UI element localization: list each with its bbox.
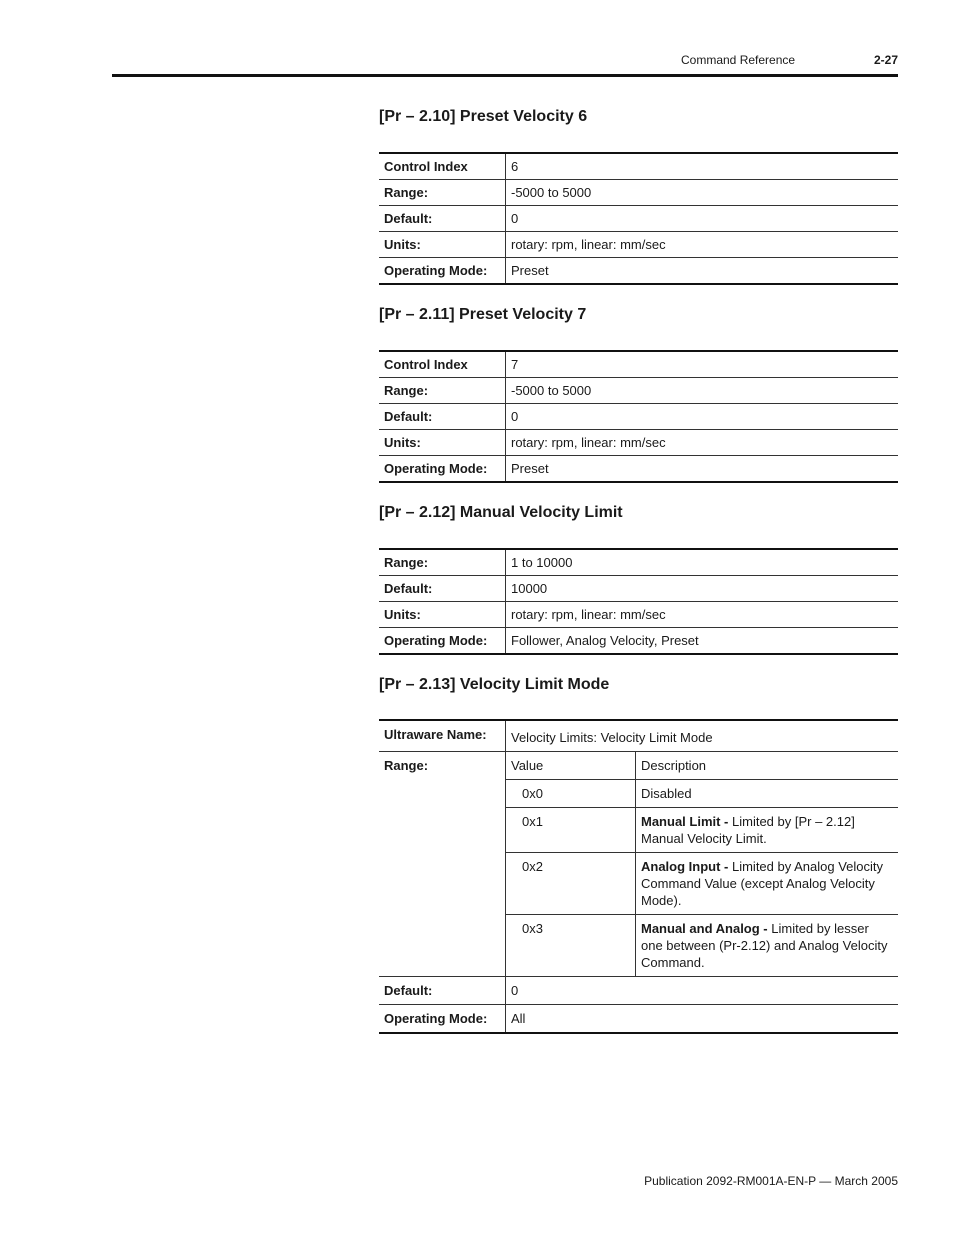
table-row (379, 404, 898, 430)
row-label: Range: (379, 378, 506, 404)
section-title-velocity-limit-mode: [Pr – 2.13] Velocity Limit Mode (379, 676, 610, 693)
table-row (379, 378, 898, 404)
row-label: Operating Mode: (379, 258, 506, 285)
page-number: 2-27 (873, 53, 898, 67)
table-row (379, 1005, 898, 1034)
operating-mode-value: All (511, 1011, 526, 1026)
table-row (379, 232, 898, 258)
table-row (379, 153, 898, 180)
row-label: Control Index (379, 153, 506, 180)
option-value: 0x2 (506, 853, 636, 915)
option-value: 0x3 (506, 915, 636, 977)
option-description (636, 915, 899, 977)
option-title: Manual Limit - (641, 814, 729, 829)
param-table-velocity-limit-mode (379, 719, 898, 1034)
table-row (379, 180, 898, 206)
ultraware-label: Ultraware Name: (379, 720, 506, 752)
option-text: Limited by [Pr – 2.12] Manual Velocity Limit. (641, 814, 855, 846)
running-header-section: Command Reference (681, 53, 796, 67)
row-label: Units: (379, 602, 506, 628)
table-row (379, 430, 898, 456)
table-row (379, 456, 898, 483)
option-description (636, 808, 899, 853)
range-label: Range: (379, 752, 506, 977)
publication-footer: Publication 2092-RM001A-EN-P — March 2005 (644, 1174, 898, 1188)
row-value: 0 (506, 404, 899, 430)
option-title: Manual and Analog - (641, 921, 768, 936)
row-value: 7 (506, 351, 899, 378)
row-value: rotary: rpm, linear: mm/sec (506, 430, 899, 456)
table-row (379, 206, 898, 232)
row-label: Default: (379, 206, 506, 232)
param-table-preset-velocity-7 (379, 350, 898, 483)
option-text: Limited by lesser one between (Pr-2.12) and Analog Velocity Command. (641, 921, 888, 970)
ultraware-value: Velocity Limits: Velocity Limit Mode (506, 720, 899, 752)
table-row (379, 351, 898, 378)
param-table-preset-velocity-6 (379, 152, 898, 285)
row-label: Operating Mode: (379, 456, 506, 483)
table-row (379, 977, 898, 1005)
row-value: 0 (506, 206, 899, 232)
table-row (379, 752, 898, 780)
option-description (636, 853, 899, 915)
value-column-header: Value (506, 752, 636, 780)
option-text: Limited by Analog Velocity Command Value (except Analog Velocity Mode). (641, 859, 884, 908)
section-title-preset-velocity-6: [Pr – 2.10] Preset Velocity 6 (379, 108, 588, 125)
row-label: Default: (379, 576, 506, 602)
row-label: Default: (379, 404, 506, 430)
row-label: Control Index (379, 351, 506, 378)
row-label: Units: (379, 232, 506, 258)
header-rule (112, 74, 898, 77)
option-description (636, 780, 899, 808)
description-column-header: Description (636, 752, 899, 780)
table-row (379, 720, 898, 752)
section-title-manual-velocity-limit: [Pr – 2.12] Manual Velocity Limit (379, 504, 623, 521)
default-value: 0 (506, 977, 899, 1005)
row-value: -5000 to 5000 (506, 378, 899, 404)
row-value: rotary: rpm, linear: mm/sec (506, 232, 899, 258)
row-value: 10000 (506, 576, 899, 602)
row-value: Preset (511, 461, 549, 476)
table-row (379, 576, 898, 602)
default-label: Default: (379, 977, 506, 1005)
option-value: 0x0 (506, 780, 636, 808)
row-value: 1 to 10000 (506, 549, 899, 576)
row-label: Range: (379, 549, 506, 576)
table-row (379, 549, 898, 576)
row-label: Operating Mode: (379, 628, 506, 655)
table-row (379, 602, 898, 628)
row-value: rotary: rpm, linear: mm/sec (506, 602, 899, 628)
operating-mode-label: Operating Mode: (379, 1005, 506, 1034)
param-table-manual-velocity-limit (379, 548, 898, 655)
row-label: Range: (379, 180, 506, 206)
row-value: Preset (511, 263, 549, 278)
table-row (379, 258, 898, 285)
row-value: 6 (506, 153, 899, 180)
row-label: Units: (379, 430, 506, 456)
row-value: Follower, Analog Velocity, Preset (511, 633, 699, 648)
section-title-preset-velocity-7: [Pr – 2.11] Preset Velocity 7 (379, 306, 587, 323)
option-value: 0x1 (506, 808, 636, 853)
row-value: -5000 to 5000 (506, 180, 899, 206)
option-title: Analog Input - (641, 859, 729, 874)
option-text: Disabled (641, 786, 692, 801)
table-row (379, 628, 898, 655)
